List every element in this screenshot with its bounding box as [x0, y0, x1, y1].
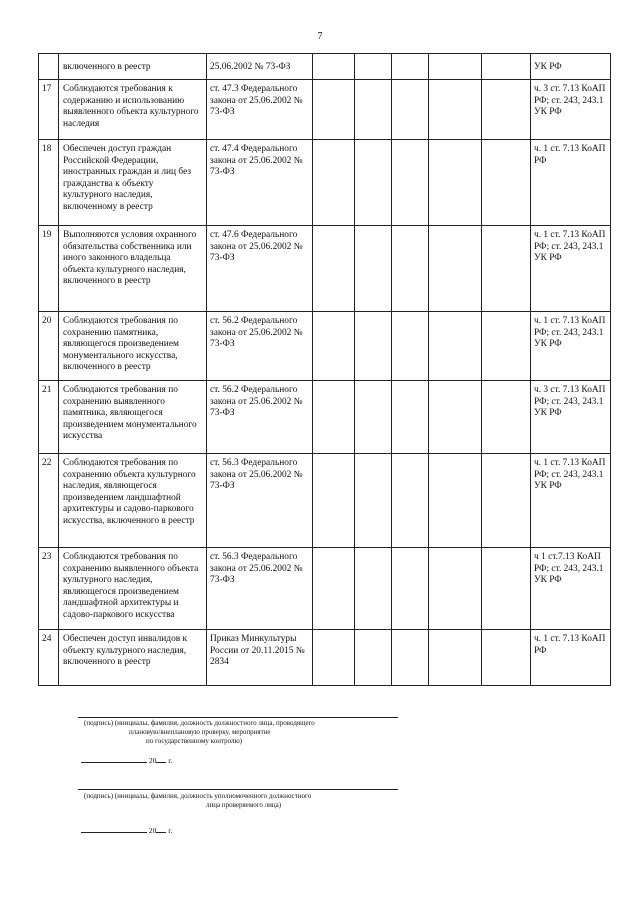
answer-na-cell: [392, 381, 429, 454]
row-number: 22: [39, 454, 59, 548]
liability-cell: ч. 1 ст. 7.13 КоАП РФ; ст. 243, 243.1 УК РФ: [531, 312, 611, 381]
legal-basis-cell: Приказ Минкультуры России от 20.11.2015 № 2834: [207, 630, 313, 686]
note-cell: [429, 381, 482, 454]
comment-cell: [482, 454, 531, 548]
checklist-table: [38, 53, 611, 686]
representative-date: 20 г.: [81, 826, 172, 835]
answer-yes-cell: [313, 54, 355, 80]
comment-cell: [482, 140, 531, 226]
comment-cell: [482, 548, 531, 630]
table-row: [39, 630, 611, 686]
note-cell: [429, 80, 482, 140]
legal-basis-cell: ст. 56.3 Федерального закона от 25.06.2002 № 73-ФЗ: [207, 454, 313, 548]
answer-yes-cell: [313, 630, 355, 686]
legal-basis-cell: ст. 56.2 Федерального закона от 25.06.2002 № 73-ФЗ: [207, 381, 313, 454]
table-row: [39, 54, 611, 80]
liability-cell: ч. 3 ст. 7.13 КоАП РФ; ст. 243, 243.1 УК РФ: [531, 381, 611, 454]
comment-cell: [482, 381, 531, 454]
legal-basis-cell: ст. 47.6 Федерального закона от 25.06.2002 № 73-ФЗ: [207, 226, 313, 312]
answer-yes-cell: [313, 140, 355, 226]
row-number: 21: [39, 381, 59, 454]
answer-no-cell: [355, 312, 392, 381]
answer-no-cell: [355, 630, 392, 686]
answer-no-cell: [355, 54, 392, 80]
note-cell: [429, 54, 482, 80]
legal-basis-cell: ст. 56.2 Федерального закона от 25.06.2002 № 73-ФЗ: [207, 312, 313, 381]
row-number: 20: [39, 312, 59, 381]
liability-cell: ч 1 ст.7.13 КоАП РФ; ст. 243, 243.1 УК РФ: [531, 548, 611, 630]
table-row: [39, 140, 611, 226]
representative-signature-line: [78, 789, 398, 790]
requirement-cell: Выполняются условия охранного обязательства собственника или иного законного владельца объекта культурного наследия, включенного в реестр: [59, 226, 207, 312]
inspector-signature-caption: (подпись) (инициалы, фамилия, должность должностного лица, проводящего плановую/внеплановую проверку, мероприятие по государственному контролю): [84, 719, 315, 745]
legal-basis-cell: ст. 56.3 Федерального закона от 25.06.2002 № 73-ФЗ: [207, 548, 313, 630]
requirement-cell: Соблюдаются требования по сохранению выявленного объекта культурного наследия, являющегося произведением ландшафтной архитектуры и садово-паркового искусства: [59, 548, 207, 630]
answer-yes-cell: [313, 381, 355, 454]
inspector-date: 20 г.: [81, 756, 172, 765]
answer-no-cell: [355, 454, 392, 548]
liability-cell: ч. 3 ст. 7.13 КоАП РФ; ст. 243, 243.1 УК РФ: [531, 80, 611, 140]
answer-yes-cell: [313, 80, 355, 140]
answer-na-cell: [392, 54, 429, 80]
liability-cell: ч. 1 ст. 7.13 КоАП РФ: [531, 140, 611, 226]
answer-no-cell: [355, 381, 392, 454]
note-cell: [429, 454, 482, 548]
table-row: [39, 312, 611, 381]
liability-cell: ч. 1 ст. 7.13 КоАП РФ; ст. 243, 243.1 УК РФ: [531, 226, 611, 312]
answer-na-cell: [392, 630, 429, 686]
requirement-cell: Обеспечен доступ граждан Российской Федерации, иностранных граждан и лиц без гражданства к объекту культурного наследия, включенному в реестр: [59, 140, 207, 226]
comment-cell: [482, 54, 531, 80]
answer-yes-cell: [313, 226, 355, 312]
requirement-cell: Соблюдаются требования по сохранению объекта культурного наследия, являющегося произведением ландшафтной архитектуры и садово-паркового искусства, включенного в реестр: [59, 454, 207, 548]
row-number: 17: [39, 80, 59, 140]
requirement-cell: Соблюдаются требования по сохранению памятника, являющегося произведением монументального искусства, включенного в реестр: [59, 312, 207, 381]
note-cell: [429, 140, 482, 226]
row-number: [39, 54, 59, 80]
liability-cell: ч. 1 ст. 7.13 КоАП РФ; ст. 243, 243.1 УК РФ: [531, 454, 611, 548]
comment-cell: [482, 80, 531, 140]
comment-cell: [482, 630, 531, 686]
legal-basis-cell: ст. 47.4 Федерального закона от 25.06.2002 № 73-ФЗ: [207, 140, 313, 226]
table-row: [39, 548, 611, 630]
answer-na-cell: [392, 140, 429, 226]
answer-no-cell: [355, 80, 392, 140]
note-cell: [429, 548, 482, 630]
answer-no-cell: [355, 140, 392, 226]
answer-yes-cell: [313, 548, 355, 630]
legal-basis-cell: ст. 47.3 Федерального закона от 25.06.2002 № 73-ФЗ: [207, 80, 313, 140]
note-cell: [429, 312, 482, 381]
table-row: [39, 226, 611, 312]
representative-signature-caption: (подпись) (инициалы, фамилия, должность уполномоченного должностного лица проверяемого лица): [84, 792, 312, 809]
table-row: [39, 454, 611, 548]
table-row: [39, 80, 611, 140]
answer-no-cell: [355, 548, 392, 630]
comment-cell: [482, 312, 531, 381]
row-number: 18: [39, 140, 59, 226]
requirement-cell: Обеспечен доступ инвалидов к объекту культурного наследия, включенного в реестр: [59, 630, 207, 686]
comment-cell: [482, 226, 531, 312]
answer-na-cell: [392, 548, 429, 630]
row-number: 23: [39, 548, 59, 630]
page-number: 7: [317, 31, 323, 42]
answer-yes-cell: [313, 454, 355, 548]
requirement-cell: Соблюдаются требования по сохранению выявленного памятника, являющегося произведением монументального искусства: [59, 381, 207, 454]
liability-cell: УК РФ: [531, 54, 611, 80]
requirement-cell: включенного в реестр: [59, 54, 207, 80]
requirement-cell: Соблюдаются требования к содержанию и использованию выявленного объекта культурного наследия: [59, 80, 207, 140]
inspector-signature-line: [78, 717, 398, 718]
answer-no-cell: [355, 226, 392, 312]
answer-yes-cell: [313, 312, 355, 381]
answer-na-cell: [392, 80, 429, 140]
answer-na-cell: [392, 226, 429, 312]
row-number: 19: [39, 226, 59, 312]
table-row: [39, 381, 611, 454]
legal-basis-cell: 25.06.2002 № 73-ФЗ: [207, 54, 313, 80]
row-number: 24: [39, 630, 59, 686]
liability-cell: ч. 1 ст. 7.13 КоАП РФ: [531, 630, 611, 686]
note-cell: [429, 630, 482, 686]
note-cell: [429, 226, 482, 312]
answer-na-cell: [392, 312, 429, 381]
answer-na-cell: [392, 454, 429, 548]
